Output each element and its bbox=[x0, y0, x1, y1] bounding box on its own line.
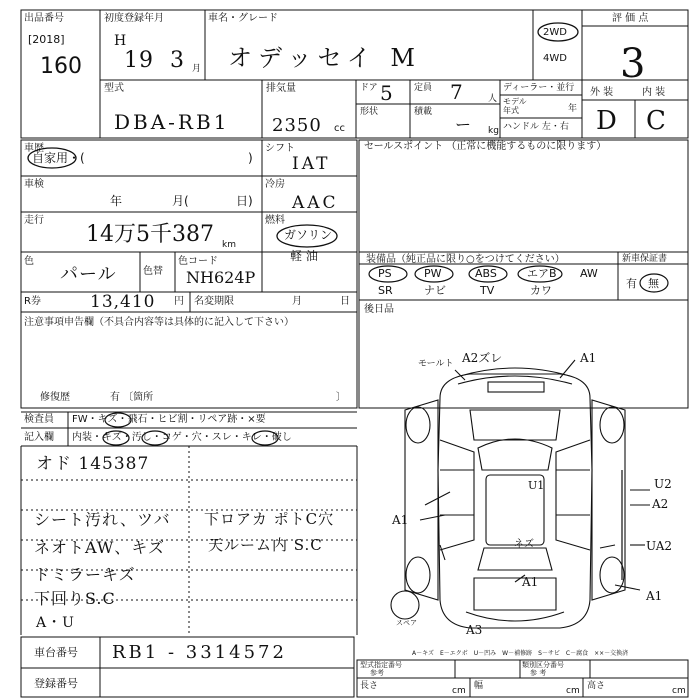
transfer-month: 月 bbox=[292, 296, 302, 307]
capacity: 7 bbox=[450, 80, 464, 104]
transfer-day: 日 bbox=[340, 296, 350, 307]
width-label: 幅 bbox=[474, 681, 484, 691]
equip-pw: PW bbox=[424, 267, 442, 280]
ann-a3: A3 bbox=[466, 623, 483, 637]
equip-leather: カワ bbox=[530, 284, 552, 297]
capacity-unit: 人 bbox=[488, 94, 498, 104]
spec-ref-label: 型式指定番号 bbox=[360, 661, 402, 669]
spare-label: スペア bbox=[396, 619, 417, 627]
history-label: 車歴 bbox=[24, 143, 44, 154]
mileage-unit: km bbox=[222, 240, 236, 250]
warranty-no: 無 bbox=[648, 277, 659, 290]
equip-airbag: エアB bbox=[527, 267, 557, 280]
inspector-row1-items: FW・キズ・飛石・ヒビ割・リペア跡・×要 bbox=[72, 414, 266, 425]
ann-a1-right: A1 bbox=[646, 589, 663, 603]
ann-nezu: ネズ bbox=[514, 539, 534, 550]
repair-close: 〕 bbox=[336, 392, 346, 403]
displacement: 2350 bbox=[272, 115, 322, 136]
load-value: ー bbox=[455, 115, 473, 134]
ann-a2-zure: A2ズレ bbox=[462, 351, 503, 365]
interior-label: 内 装 bbox=[642, 87, 666, 98]
height-unit: cm bbox=[672, 686, 686, 696]
year-unit: 年 bbox=[568, 104, 578, 114]
equip-navi: ナビ bbox=[424, 284, 446, 297]
ref2-label: 参 考 bbox=[530, 669, 547, 677]
car-name: オデッセイ M bbox=[228, 44, 422, 72]
ann-a1-left: A1 bbox=[392, 513, 409, 527]
score: 3 bbox=[620, 41, 647, 87]
inspection-label: 車検 bbox=[24, 179, 44, 190]
doors: 5 bbox=[380, 81, 394, 105]
history-value: 自家用・( bbox=[32, 151, 85, 165]
class-label: 類別区分番号 bbox=[522, 661, 564, 669]
repair-value: 有 〔箇所 bbox=[110, 392, 154, 403]
length-unit: cm bbox=[452, 686, 466, 696]
ann-u1-roof: U1 bbox=[528, 479, 545, 492]
shift-label: シフト bbox=[265, 143, 295, 154]
equip-ps: PS bbox=[378, 267, 392, 280]
remark-seat: シート汚れ、ツバ bbox=[34, 510, 171, 529]
transfer-label: 名変期限 bbox=[194, 296, 234, 307]
model-year-label2: 年式 bbox=[503, 106, 519, 115]
model-year-label1: モデル bbox=[503, 97, 527, 106]
inspector-row1-label: 検査員 bbox=[24, 414, 54, 425]
era: H bbox=[114, 33, 128, 49]
ann-molding: モールト bbox=[418, 359, 454, 369]
equip-aw: AW bbox=[580, 267, 598, 280]
ac: AAC bbox=[292, 193, 339, 213]
repair-label: 修復歴 bbox=[40, 392, 70, 403]
shift: IAT bbox=[292, 154, 331, 174]
reg-month: 3 bbox=[170, 48, 185, 73]
sales-label: セールスポイント （正常に機能するものに限ります） bbox=[364, 141, 607, 152]
history-close: ) bbox=[248, 151, 253, 165]
ref-label: 参考 bbox=[370, 669, 384, 677]
remark-au: A・U bbox=[36, 615, 75, 631]
car-name-label: 車名・グレード bbox=[208, 13, 278, 24]
shape-label: 形状 bbox=[360, 107, 379, 117]
inspection-day: 日) bbox=[236, 194, 253, 208]
lot-label: 出品番号 bbox=[24, 13, 64, 24]
inspection-month: 月( bbox=[172, 194, 189, 208]
remark-lower: 下ロアカ ポトC穴 bbox=[204, 510, 335, 528]
model-code: DBA-RB1 bbox=[114, 110, 230, 134]
width-unit: cm bbox=[566, 686, 580, 696]
exterior-label: 外 装 bbox=[590, 87, 614, 98]
damage-legend: A－キズ E－エクボ U－凹み W－補修跡 S－サビ C－腐食 ××－交換済 bbox=[412, 650, 629, 657]
aftermarket-label: 後日品 bbox=[364, 304, 394, 315]
recycle-value: 13,410 bbox=[90, 292, 156, 312]
remark-aw: ネオトAW、キズ bbox=[34, 538, 166, 557]
chassis: RB1 - 3314572 bbox=[112, 642, 287, 663]
month-unit: 月 bbox=[192, 64, 202, 74]
equip-tv: TV bbox=[480, 284, 495, 297]
inspection-year: 年 bbox=[110, 194, 123, 208]
ac-label: 冷房 bbox=[265, 179, 285, 190]
color-code: NH624P bbox=[186, 268, 256, 287]
ann-a1-rear: A1 bbox=[522, 575, 539, 589]
interior-grade: C bbox=[646, 106, 667, 136]
fuel-label: 燃料 bbox=[265, 215, 285, 226]
score-label: 評 価 点 bbox=[612, 13, 649, 24]
remark-roof: 天ルーム内 S.C bbox=[208, 536, 323, 554]
door-label: ドア bbox=[360, 83, 378, 93]
drive-4wd: 4WD bbox=[543, 53, 567, 64]
dealer-label: ディーラー・並行 bbox=[503, 83, 575, 93]
equipment-label: 装備品（純正品に限り○をつけてください） bbox=[366, 254, 565, 265]
load-unit: kg bbox=[488, 126, 499, 136]
drive-2wd: 2WD bbox=[543, 27, 567, 38]
fuel-gasoline: ガソリン bbox=[284, 228, 333, 242]
mileage: 14万5千387 bbox=[86, 222, 214, 247]
remark-odo: オド 145387 bbox=[36, 454, 150, 474]
year-tag: [2018] bbox=[28, 33, 65, 46]
height-label: 高さ bbox=[587, 681, 606, 691]
ann-u2: U2 bbox=[654, 477, 672, 491]
notes-label: 注意事項申告欄（不具合内容等は具体的に記入して下さい） bbox=[24, 317, 294, 328]
color-label: 色 bbox=[24, 256, 34, 267]
warranty-yes: 有 bbox=[626, 277, 637, 290]
lot-number: 160 bbox=[40, 54, 82, 79]
mileage-label: 走行 bbox=[24, 215, 44, 226]
reg-year: 19 bbox=[124, 48, 154, 73]
fuel-diesel: 軽 油 bbox=[290, 249, 318, 263]
inspector-row2-label: 記入欄 bbox=[24, 432, 54, 443]
length-label: 長さ bbox=[360, 681, 379, 691]
first-reg-label: 初度登録年月 bbox=[104, 13, 164, 24]
equip-abs: ABS bbox=[475, 267, 497, 280]
disp-unit: cc bbox=[334, 123, 345, 134]
recycle-label: R券 bbox=[24, 296, 41, 307]
equip-sr: SR bbox=[378, 284, 393, 297]
exterior-grade: D bbox=[596, 106, 618, 136]
color: パール bbox=[60, 264, 117, 285]
remark-under: 下回りS.C bbox=[34, 589, 116, 608]
capacity-label: 定員 bbox=[414, 83, 433, 93]
ann-a2: A2 bbox=[652, 497, 669, 511]
remark-mirror: ドミラーキズ bbox=[34, 565, 136, 584]
model-label: 型式 bbox=[104, 83, 124, 94]
recycle-unit: 円 bbox=[174, 296, 184, 307]
ann-a1-top: A1 bbox=[580, 351, 597, 365]
load-label: 積載 bbox=[414, 107, 433, 117]
chassis-label: 車台番号 bbox=[34, 646, 78, 659]
inspector-row2-items: 内装・キズ・汚し・コゲ・穴・スレ・キレ・破し bbox=[72, 432, 292, 443]
disp-label: 排気量 bbox=[266, 83, 296, 94]
reg-label: 登録番号 bbox=[34, 677, 78, 690]
color-change-label: 色替 bbox=[143, 266, 163, 277]
handle-label: ハンドル 左・右 bbox=[503, 122, 569, 132]
color-code-label: 色コード bbox=[178, 256, 218, 267]
ann-ua2: UA2 bbox=[646, 539, 673, 553]
warranty-label: 新車保証書 bbox=[622, 254, 668, 264]
